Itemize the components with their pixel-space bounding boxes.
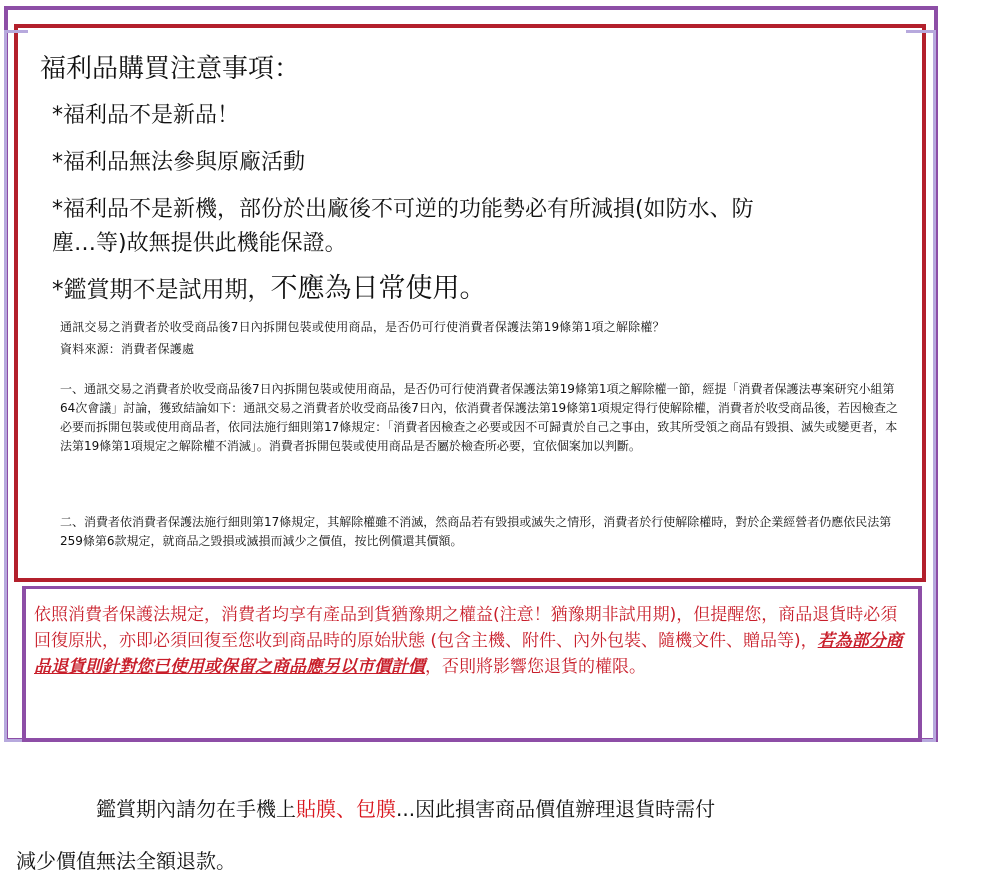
return-notice-tail: ，否則將影響您退貨的權限。 [425, 657, 646, 677]
faq-question: 通訊交易之消費者於收受商品後7日內拆開包裝或使用商品，是否仍可行使消費者保護法第19條第1項之解除權？ [60, 320, 665, 334]
footer-separator: 、 [336, 797, 356, 821]
bullet-appraisal-emphasis: 不應為日常使用。 [270, 273, 487, 304]
return-notice-underlined: 若為部分商品退貨則針對您已使用或保留之商品應另以市價計價 [34, 631, 903, 677]
faq-source: 資料來源：消費者保護處 [60, 342, 195, 356]
footer-warning-line1 [96, 793, 715, 822]
faq-paragraph-1: 一、通訊交易之消費者於收受商品後7日內拆開包裝或使用商品，是否仍可行使消費者保護法第19條第1項之解除權一節，經提「消費者保護法專案研究小組第64次會議」討論，獲致結論如下：通訊交易之消費者於收受商品後7日內，依消費者保護法第19條第1項規定得行使解除權，消費者於收受商品後，若因檢查之必要而拆開包裝或使用商品者，依同法施行細則第17條規定：「消費者因檢查之必要或因不可歸責於自己之事由，致其所受領之商品有毀損、滅失或變更者，本法第19條第1項規定之解除權不消滅」。消費者拆開包裝或使用商品是否屬於檢查所必要，宜依個案加以判斷。 [60, 382, 898, 453]
bullet-no-promotions: *福利品無法參與原廠活動 [52, 150, 306, 175]
faq-paragraph-2: 二、消費者依消費者保護法施行細則第17條規定，其解除權雖不消滅，然商品若有毀損或滅失之情形，消費者於行使解除權時，對於企業經營者仍應依民法第259條第6款規定，就商品之毀損或滅損而減少之價值，按比例償還其價額。 [60, 515, 892, 548]
bullet-function-loss-line2: 塵…等)故無提供此機能保證。 [52, 231, 347, 256]
return-notice-text: 依照消費者保護法規定，消費者均享有產品到貨猶豫期之權益(注意！猶豫期非試用期)，但提醒您，商品退貨時必須回復原狀，亦即必須回復至您收到商品時的原始狀態 (包含主機、附件、內外包裝、隨機文件、贈品等)， [34, 605, 898, 651]
footer-highlight-wrap-film: 包膜 [356, 797, 396, 821]
bullet-not-new: *福利品不是新品！ [52, 103, 240, 128]
footer-text-a: 鑑賞期內請勿在手機上 [96, 797, 296, 821]
footer-text-b: ...因此損害商品價值辦理退貨時需付 [396, 797, 716, 821]
footer-warning-line2: 減少價值無法全額退款。 [16, 849, 236, 873]
page-title: 福利品購買注意事項： [40, 54, 301, 84]
bullet-appraisal-prefix: *鑑賞期不是試用期， [52, 277, 271, 303]
bullet-function-loss-line1: *福利品不是新機，部份於出廠後不可逆的功能勢必有所減損(如防水、防 [52, 197, 754, 222]
footer-highlight-screen-film: 貼膜 [296, 797, 336, 821]
return-notice [34, 602, 904, 680]
bullet-appraisal-period [52, 266, 487, 305]
